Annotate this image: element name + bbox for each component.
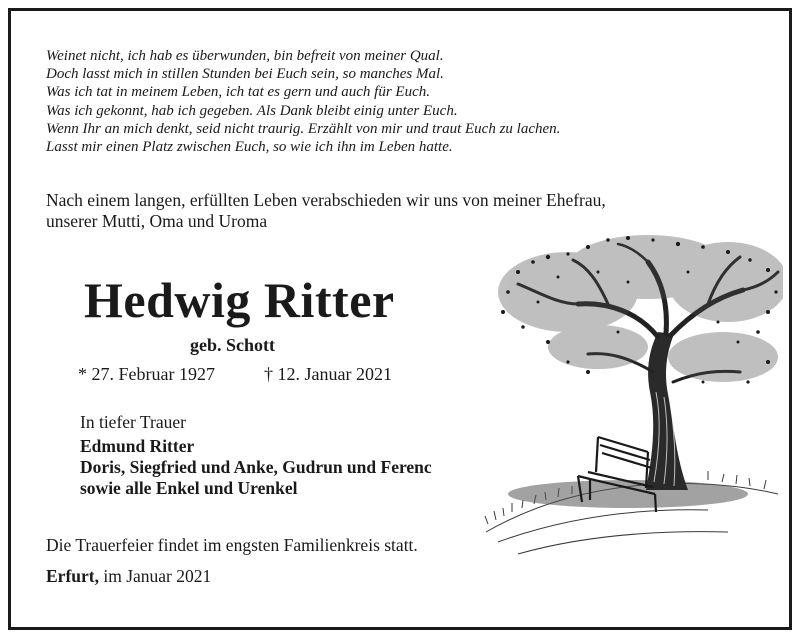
intro-text (46, 190, 606, 232)
intro-line: Nach einem langen, erfüllten Leben verabschieden wir uns von meiner Ehefrau, (46, 190, 606, 210)
poem-line: Wenn Ihr an mich denkt, seid nicht traurig. Erzählt von mir und traut Euch zu lachen. (46, 120, 561, 137)
tree-with-bench-icon (478, 232, 783, 562)
place-date (46, 566, 211, 587)
mourning-label: In tiefer Trauer (80, 412, 186, 432)
date: im Januar 2021 (103, 566, 212, 586)
funeral-note: Die Trauerfeier findet im engsten Familienkreis statt. (46, 535, 418, 555)
mourners-list (80, 436, 432, 499)
mourner: Doris, Siegfried und Anke, Gudrun und Ferenc (80, 457, 432, 477)
poem (46, 47, 560, 156)
mourner: Edmund Ritter (80, 436, 195, 456)
deceased-name: Hedwig Ritter (84, 272, 395, 328)
poem-line: Was ich gekonnt, hab ich gegeben. Als Dank bleibt einig unter Euch. (46, 102, 458, 119)
poem-line: Lasst mir einen Platz zwischen Euch, so wie ich ihn im Leben hatte. (46, 139, 453, 156)
maiden-name: geb. Schott (190, 335, 275, 355)
intro-line: unserer Mutti, Oma und Uroma (46, 211, 268, 231)
poem-line: Doch lasst mich in stillen Stunden bei Euch sein, so manches Mal. (46, 66, 444, 83)
place: Erfurt, (46, 566, 99, 586)
death-date: † 12. Januar 2021 (264, 364, 392, 384)
poem-line: Was ich tat in meinem Leben, ich tat es gern und auch für Euch. (46, 84, 430, 101)
birth-date: * 27. Februar 1927 (78, 364, 215, 384)
mourner: sowie alle Enkel und Urenkel (80, 478, 298, 498)
poem-line: Weinet nicht, ich hab es überwunden, bin befreit von meiner Qual. (46, 48, 444, 64)
